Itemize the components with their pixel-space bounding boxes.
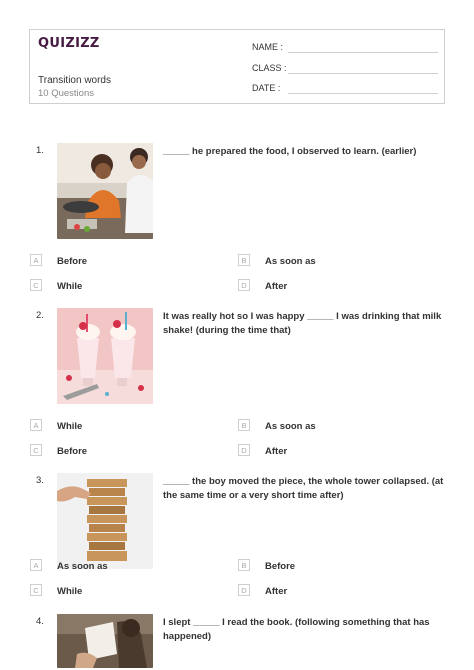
option-label: As soon as [265, 256, 316, 267]
worksheet-title: Transition words [38, 75, 111, 86]
option-letter: D [238, 584, 250, 596]
quizizz-logo: QUIZIZZ [38, 36, 100, 51]
option-letter: C [30, 279, 42, 291]
option-letter: D [238, 279, 250, 291]
option-label: Before [265, 561, 296, 572]
name-field[interactable] [252, 42, 283, 52]
question-text: It was really hot so I was happy _____ I was drinking that milk shake! (during the time that) [163, 311, 442, 336]
option-label: After [265, 281, 288, 292]
option-label: Before [57, 256, 88, 267]
option-letter: C [30, 444, 42, 456]
option-label: As soon as [57, 561, 108, 572]
question-number: 1. [36, 145, 44, 156]
question-number: 2. [36, 310, 44, 321]
option-label: After [265, 446, 288, 457]
date-line[interactable] [288, 93, 438, 94]
option-letter: A [30, 419, 42, 431]
option-label: Before [57, 446, 88, 457]
option-letter: D [238, 444, 250, 456]
class-field[interactable] [252, 63, 287, 73]
question-number: 4. [36, 616, 44, 627]
date-label: DATE : [252, 83, 281, 93]
option-letter: C [30, 584, 42, 596]
date-field[interactable] [252, 83, 280, 93]
jenga-photo [57, 473, 153, 569]
option-letter: B [238, 419, 250, 431]
name-line[interactable] [288, 52, 438, 53]
option-label: As soon as [265, 421, 316, 432]
name-label: NAME : [252, 42, 284, 52]
option-letter: A [30, 254, 42, 266]
class-label: CLASS : [252, 63, 287, 73]
question-text: _____ the boy moved the piece, the whole tower collapsed. (at the same time or a very short time after) [163, 476, 444, 501]
option-letter: B [238, 559, 250, 571]
option-label: While [57, 586, 83, 597]
question-text: _____ he prepared the food, I observed to learn. (earlier) [163, 146, 417, 157]
option-label: After [265, 586, 288, 597]
cooking-photo [57, 143, 153, 239]
option-label: While [57, 421, 83, 432]
class-line[interactable] [288, 73, 438, 74]
milkshake-photo [57, 308, 153, 404]
worksheet-header [29, 29, 445, 104]
option-label: While [57, 281, 83, 292]
reading-photo [57, 614, 153, 668]
question-count: 10 Questions [38, 88, 94, 99]
option-letter: B [238, 254, 250, 266]
option-letter: A [30, 559, 42, 571]
question-text: I slept _____ I read the book. (following something that has happened) [163, 617, 430, 642]
question-number: 3. [36, 475, 44, 486]
